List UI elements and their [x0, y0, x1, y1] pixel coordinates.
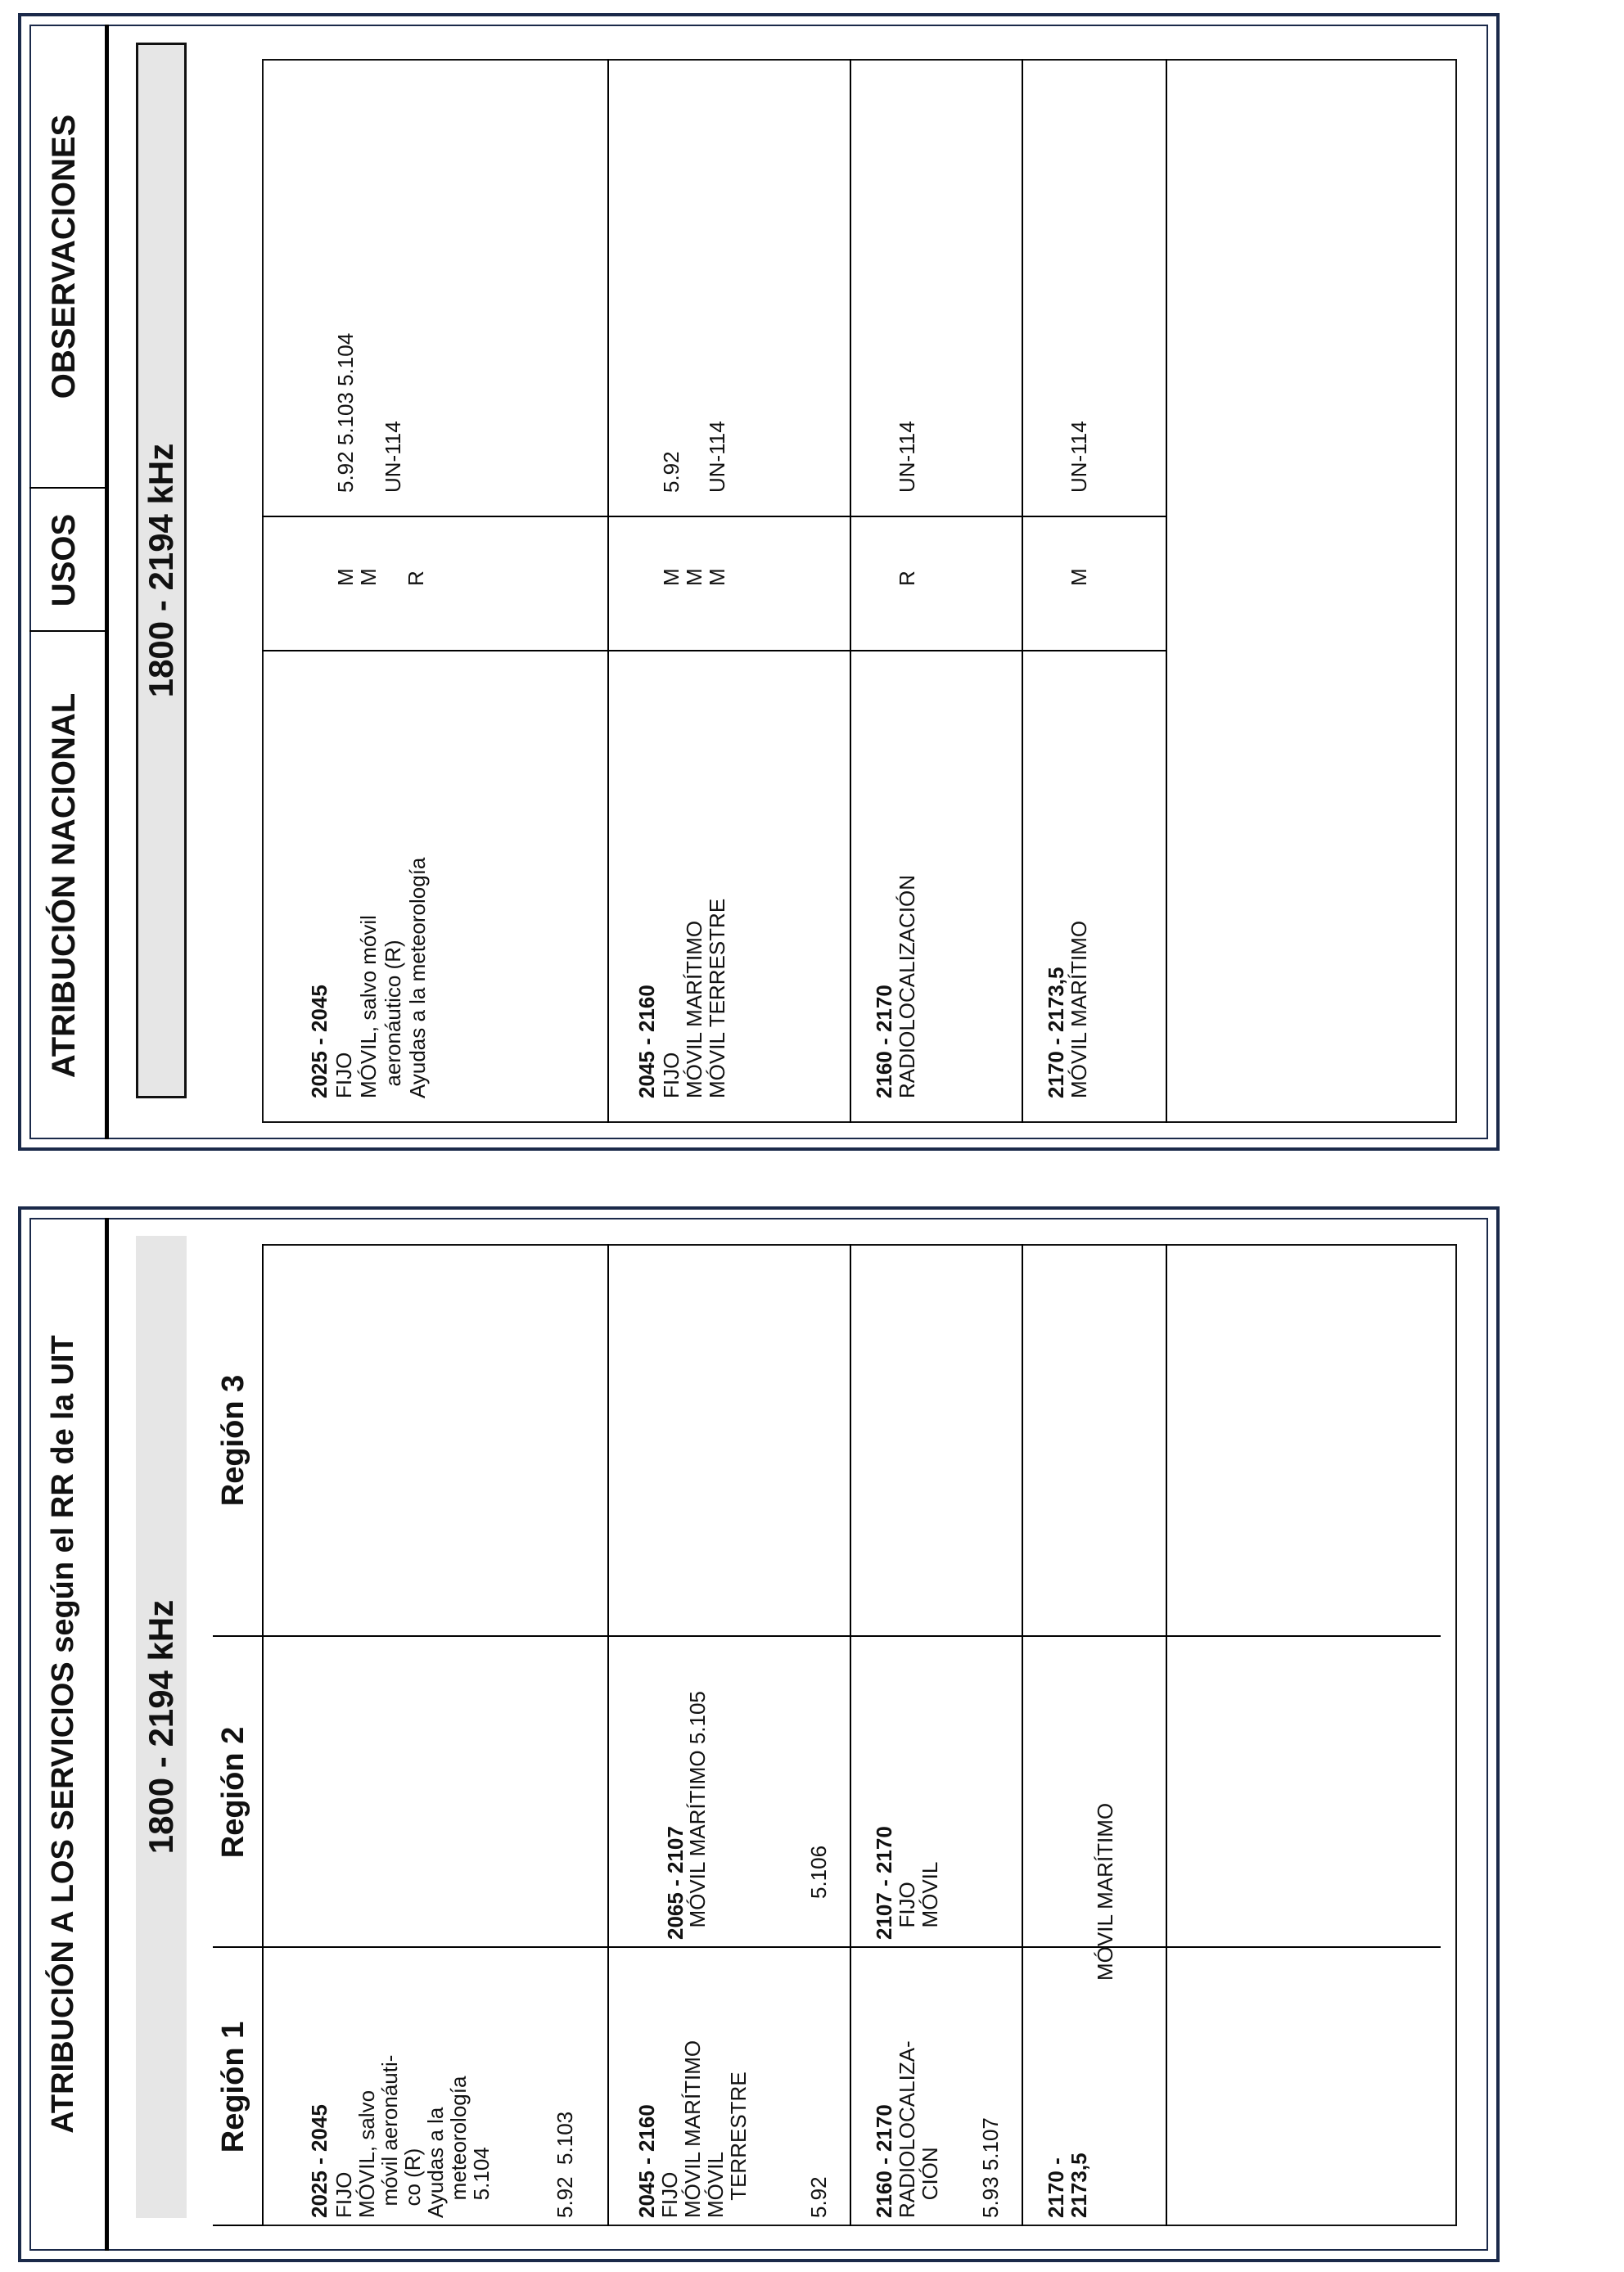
uit-header-divider	[105, 1218, 109, 2251]
national-row-2-line-2: MÓVIL MARÍTIMO	[682, 920, 706, 1098]
national-row-2-line-3: MÓVIL TERRESTRE	[705, 898, 729, 1098]
uit-r1-row-3-range: 2160 - 2170	[872, 2104, 896, 2218]
uit-r1-row-1-line-7: 5.104	[469, 2147, 494, 2218]
uit-r1-row-2-line-2: MÓVIL MARÍTIMO	[680, 2040, 705, 2218]
uit-region-1: Región 1	[216, 2021, 250, 2153]
national-row-2-obs-1: 5.92	[659, 451, 683, 493]
national-row-1-range: 2025 - 2045	[307, 985, 332, 1098]
uit-region-2: Región 2	[216, 1726, 250, 1859]
national-row-3-range: 2160 - 2170	[872, 985, 896, 1098]
national-row-1-line-1: FIJO	[332, 1052, 356, 1098]
uit-row-sep-3	[1022, 1244, 1023, 2226]
national-header-sep-2	[29, 487, 105, 489]
uit-r1-row-2-range: 2045 - 2160	[634, 2104, 659, 2218]
national-row-sep-1	[607, 651, 609, 1123]
national-row-1-uso-1: M	[333, 568, 358, 586]
national-row-sep-2	[850, 59, 851, 1123]
uit-r1-row-1-line-2: MÓVIL, salvo	[354, 2089, 379, 2218]
uit-r1-row-1-line-1: FIJO	[332, 2171, 356, 2218]
uit-r1-row-2-line-4: TERRESTRE	[726, 2071, 751, 2218]
uit-r2-row-3-line-1: FIJO	[895, 1882, 919, 1940]
national-row-sep-3	[1022, 59, 1023, 1123]
uit-row-4-range: 2170 -	[1044, 2157, 1068, 2218]
national-row-1-line-3: aeronáutico (R)	[381, 940, 405, 1098]
uit-panel	[29, 1218, 1488, 2251]
uit-header-row-line	[262, 1244, 264, 2226]
uit-r1-row-2-foot: 5.92	[806, 2176, 831, 2218]
national-row-1-uso-4: R	[404, 570, 428, 586]
uit-r1-row-2-line-1: FIJO	[657, 2171, 682, 2218]
national-title: ATRIBUCIÓN NACIONAL	[46, 692, 82, 1079]
uit-r1-row-3-line-1: RADIOLOCALIZA-	[895, 2040, 919, 2218]
uit-r2-row-2-line-1: MÓVIL MARÍTIMO 5.105	[685, 1691, 710, 1940]
national-row-2-line-1: FIJO	[659, 1052, 683, 1098]
uit-r1-row-1-range: 2025 - 2045	[307, 2104, 332, 2218]
national-table	[262, 59, 1457, 1123]
national-row-3-obs-1: UN-114	[895, 421, 919, 493]
national-usos-header: USOS	[46, 513, 82, 607]
uit-band-label: 1800 - 2194 kHz	[142, 1599, 180, 1855]
national-row-4-uso-1: M	[1067, 568, 1091, 586]
national-row-1-obs-3: UN-114	[381, 421, 405, 493]
uit-r1-row-1-line-5: Ayudas a la	[423, 2107, 448, 2218]
national-row-2-obs-3: UN-114	[705, 421, 729, 493]
uit-region-3: Región 3	[216, 1374, 250, 1507]
uit-table	[262, 1244, 1457, 2226]
national-row-2-uso-3: M	[705, 568, 729, 586]
national-row-2-range: 2045 - 2160	[634, 985, 659, 1098]
national-col-sep-1	[262, 650, 1166, 651]
uit-row-4-range-2: 2173,5	[1067, 2153, 1091, 2218]
uit-r1-row-2-line-3: MÓVIL	[703, 2152, 728, 2218]
national-row-1-line-4: Ayudas a la meteorología	[405, 857, 430, 1098]
national-band-label: 1800 - 2194 kHz	[142, 443, 180, 698]
national-row-3-line-1: RADIOLOCALIZACIÓN	[895, 874, 919, 1098]
uit-title: ATRIBUCIÓN A LOS SERVICIOS según el RR de la UIT	[46, 1335, 80, 2134]
uit-r1-row-3-line-2: CIÓN	[918, 2147, 942, 2218]
national-row-3-uso-1: R	[895, 570, 919, 586]
national-row-4-range: 2170 - 2173,5	[1044, 967, 1068, 1098]
uit-col-sep-2	[213, 1635, 1441, 1637]
national-row-4-obs-1: UN-114	[1067, 421, 1091, 493]
uit-row-sep-1	[607, 1244, 609, 2226]
uit-r2-row-3-range: 2107 - 2170	[872, 1826, 896, 1940]
national-row-1-line-2: MÓVIL, salvo móvil	[356, 915, 381, 1098]
uit-r1-row-1-line-6: meteorología	[446, 2076, 471, 2218]
uit-row-sep-4	[1166, 1244, 1167, 2226]
uit-r1-row-1-line-4: co (R)	[400, 2148, 425, 2218]
uit-r2-row-3-line-2: MÓVIL	[918, 1861, 942, 1940]
uit-row-sep-2	[850, 1244, 851, 2226]
national-row-1-uso-2: M	[356, 568, 381, 586]
national-row-2-uso-1: M	[659, 568, 683, 586]
national-row-1-obs-1: 5.92 5.103 5.104	[333, 332, 358, 493]
uit-header-left	[213, 2225, 262, 2226]
national-header-divider	[105, 25, 109, 1139]
uit-r2-row-2-range: 2065 - 2107	[663, 1826, 688, 1940]
national-panel	[29, 25, 1488, 1139]
national-row-sep-4	[1166, 59, 1167, 1123]
national-obs-header: OBSERVACIONES	[46, 114, 82, 399]
uit-r1-row-3-foot: 5.93 5.107	[978, 2117, 1003, 2218]
uit-r1-row-1-line-3: móvil aeronáuti-	[377, 2054, 402, 2218]
national-col-sep-2	[262, 516, 1166, 517]
national-header-sep-1	[29, 630, 105, 632]
national-row-2-uso-2: M	[682, 568, 706, 586]
national-row-sep-1b	[607, 59, 609, 651]
uit-row-4-span: MÓVIL MARÍTIMO	[1093, 1802, 1117, 1981]
national-row-4-line-1: MÓVIL MARÍTIMO	[1067, 920, 1091, 1098]
uit-col-sep-1	[213, 1946, 1441, 1948]
uit-r2-row-2-foot: 5.106	[806, 1845, 831, 1899]
uit-r1-row-1-foot: 5.92 5.103	[553, 2111, 577, 2218]
